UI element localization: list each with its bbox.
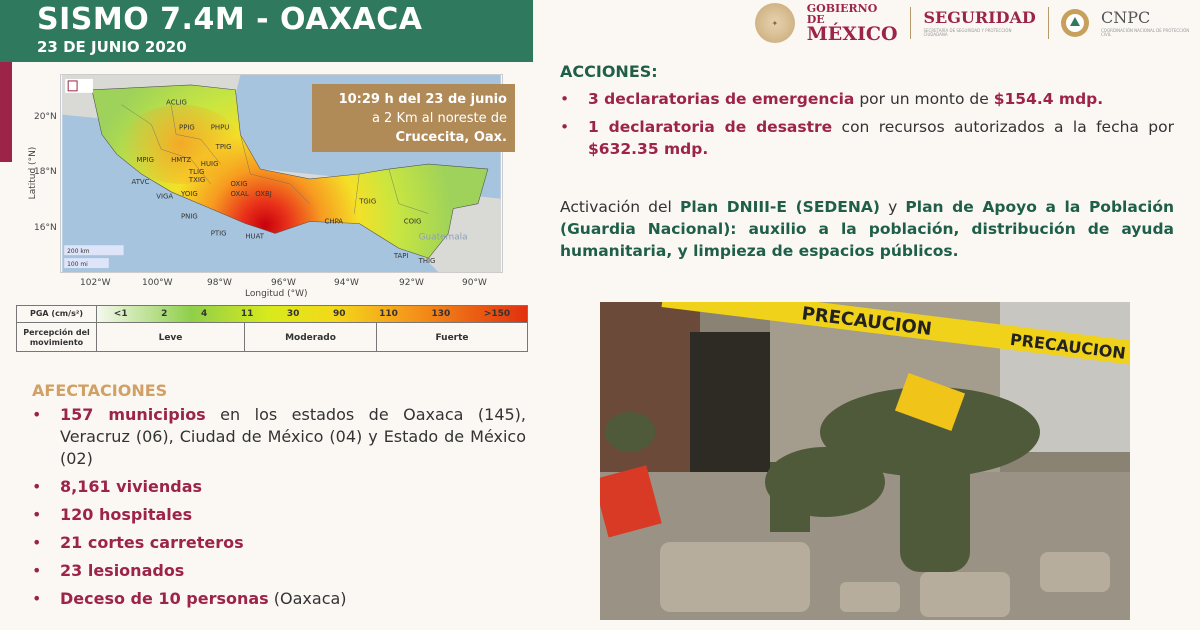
lon-tick: 96°W — [271, 278, 296, 288]
pga-value: >150 — [483, 309, 511, 319]
item-bold: Deceso de 10 personas — [60, 589, 269, 608]
scale-mi-label: 100 mi — [67, 261, 88, 269]
scale-km-label: 200 km — [67, 248, 90, 256]
gob-line2: MÉXICO — [806, 22, 898, 45]
lon-tick: 102°W — [80, 278, 111, 288]
pga-value: 11 — [240, 309, 254, 319]
list-item — [32, 404, 526, 470]
list-item — [32, 532, 526, 554]
station-label: TGIG — [359, 197, 377, 206]
level-moderado: Moderado — [245, 323, 377, 352]
station-label: YOIG — [181, 189, 198, 198]
lat-tick: 20°N — [34, 112, 57, 122]
station-label: HUIG — [200, 160, 219, 169]
logo-bar — [755, 2, 1200, 44]
item-amount: $154.4 mdp. — [993, 90, 1104, 108]
station-label: CHPA — [324, 217, 344, 226]
gob-line1: GOBIERNO DE — [806, 1, 878, 26]
item-amount: $632.35 mdp. — [588, 140, 709, 158]
lon-tick: 90°W — [462, 278, 487, 288]
station-label: THIG — [418, 257, 436, 266]
divider — [1048, 7, 1049, 39]
seguridad-text: SEGURIDAD — [923, 7, 1036, 27]
cnpc-text: CNPC — [1101, 7, 1151, 27]
station-label: VIGA — [156, 192, 174, 201]
station-label: MPIG — [136, 156, 154, 165]
acciones-list — [560, 88, 1174, 166]
station-label: PNIG — [181, 212, 198, 221]
pga-value: 30 — [286, 309, 300, 319]
item-text: por un monto de — [854, 90, 994, 108]
station-label: PHPU — [210, 123, 230, 132]
pga-value: 90 — [333, 309, 346, 319]
pga-value: 4 — [200, 309, 208, 319]
station-label: PPIG — [179, 123, 195, 132]
pga-gradient — [97, 306, 527, 322]
page-title: SISMO 7.4M - OAXACA — [37, 2, 423, 37]
soldiers-clearing-debris-photo — [600, 302, 1130, 620]
cnpc-emblem-icon — [1061, 9, 1089, 37]
para-text: y — [879, 198, 906, 216]
pga-label: PGA (cm/s²) — [17, 306, 97, 322]
lat-tick: 16°N — [34, 223, 57, 233]
tape-text: PRECAUCION — [1009, 329, 1127, 363]
event-place: Crucecita, Oax. — [395, 130, 507, 145]
item-bold: 1 declaratoria de desastre — [588, 118, 833, 136]
list-item — [32, 560, 526, 582]
station-label: OXAL — [230, 189, 249, 198]
lon-tick: 94°W — [334, 278, 359, 288]
accent-strip — [0, 62, 12, 162]
station-label: TLIG — [188, 167, 205, 176]
event-time: 10:29 h del 23 de junio — [338, 92, 507, 107]
para-bold: Plan de Apoyo a la Población (Guardia Nacional): auxilio a la población, distribución de ayuda humanitaria, y limpieza de espacios públicos. — [560, 198, 1175, 260]
para-bold: Plan DNIII-E (SEDENA) — [680, 198, 880, 216]
item-bold: 21 cortes carreteros — [60, 533, 244, 552]
list-item — [32, 504, 526, 526]
event-distance: a 2 Km al noreste de — [371, 111, 507, 126]
station-label: TAPI — [393, 252, 409, 261]
list-item — [560, 88, 1174, 110]
cnpc-logo — [1101, 7, 1200, 37]
level-fuerte: Fuerte — [435, 332, 469, 343]
list-item — [32, 588, 526, 610]
item-bold: 3 declaratorias de emergencia — [588, 90, 855, 108]
event-date: 23 DE JUNIO 2020 — [37, 38, 187, 56]
item-text: (Oaxaca) — [268, 589, 347, 608]
perception-label: Percepción del movimiento — [17, 323, 97, 352]
station-label: TPIG — [215, 143, 232, 152]
list-item — [560, 116, 1174, 160]
item-bold: 157 municipios — [60, 405, 206, 424]
pga-row — [17, 306, 527, 323]
station-label: ATVC — [131, 177, 150, 186]
x-axis-label: Longitud (°W) — [245, 289, 308, 299]
national-seal-icon: ✦ — [755, 3, 795, 43]
seguridad-subtext: SECRETARÍA DE SEGURIDAD Y PROTECCIÓN CIUDADANA — [923, 27, 1012, 37]
item-text: en los estados de Oaxaca (145), Veracruz (06), Ciudad de México (04) y Estado de México (02) — [60, 405, 527, 468]
level-leve: Leve — [97, 323, 245, 352]
item-bold: 8,161 viviendas — [60, 477, 203, 496]
y-axis-label: Latitud (°N) — [28, 146, 38, 200]
lon-tick: 92°W — [399, 278, 424, 288]
lat-tick: 18°N — [34, 167, 57, 177]
cnpc-subtext: COORDINACIÓN NACIONAL DE PROTECCIÓN CIVIL — [1101, 27, 1190, 37]
station-label: OXIG — [230, 179, 248, 188]
acciones-heading: ACCIONES: — [560, 62, 658, 81]
plan-paragraph — [560, 196, 1174, 262]
pga-value: <1 — [113, 309, 128, 319]
event-info-box — [312, 84, 515, 152]
station-label: TXIG — [188, 175, 206, 184]
gobierno-logo — [807, 3, 899, 44]
pga-value: 130 — [431, 309, 451, 319]
station-label: OXBJ — [255, 189, 272, 198]
item-bold: 120 hospitales — [60, 505, 193, 524]
pga-legend — [16, 305, 528, 352]
country-label: Guatemala — [418, 232, 468, 243]
lon-tick: 100°W — [142, 278, 173, 288]
item-text: con recursos autorizados a la fecha por — [832, 118, 1174, 136]
pga-value: 110 — [379, 309, 398, 319]
item-bold: 23 lesionados — [60, 561, 185, 580]
pga-value: 2 — [161, 309, 168, 319]
divider — [910, 7, 911, 39]
para-text: Activación del — [560, 198, 681, 216]
station-label: PTIG — [210, 229, 227, 238]
station-label: HMTZ — [171, 156, 192, 165]
station-label: HUAT — [245, 232, 265, 241]
tape-text: PRECAUCION — [800, 303, 933, 341]
seguridad-logo — [923, 7, 1036, 37]
perception-row — [17, 323, 527, 352]
station-label: ACLIG — [166, 98, 187, 107]
afectaciones-heading: AFECTACIONES — [32, 381, 168, 400]
afectaciones-list — [32, 404, 526, 616]
station-label: COIG — [403, 217, 422, 226]
lon-tick: 98°W — [207, 278, 232, 288]
list-item — [32, 476, 526, 498]
